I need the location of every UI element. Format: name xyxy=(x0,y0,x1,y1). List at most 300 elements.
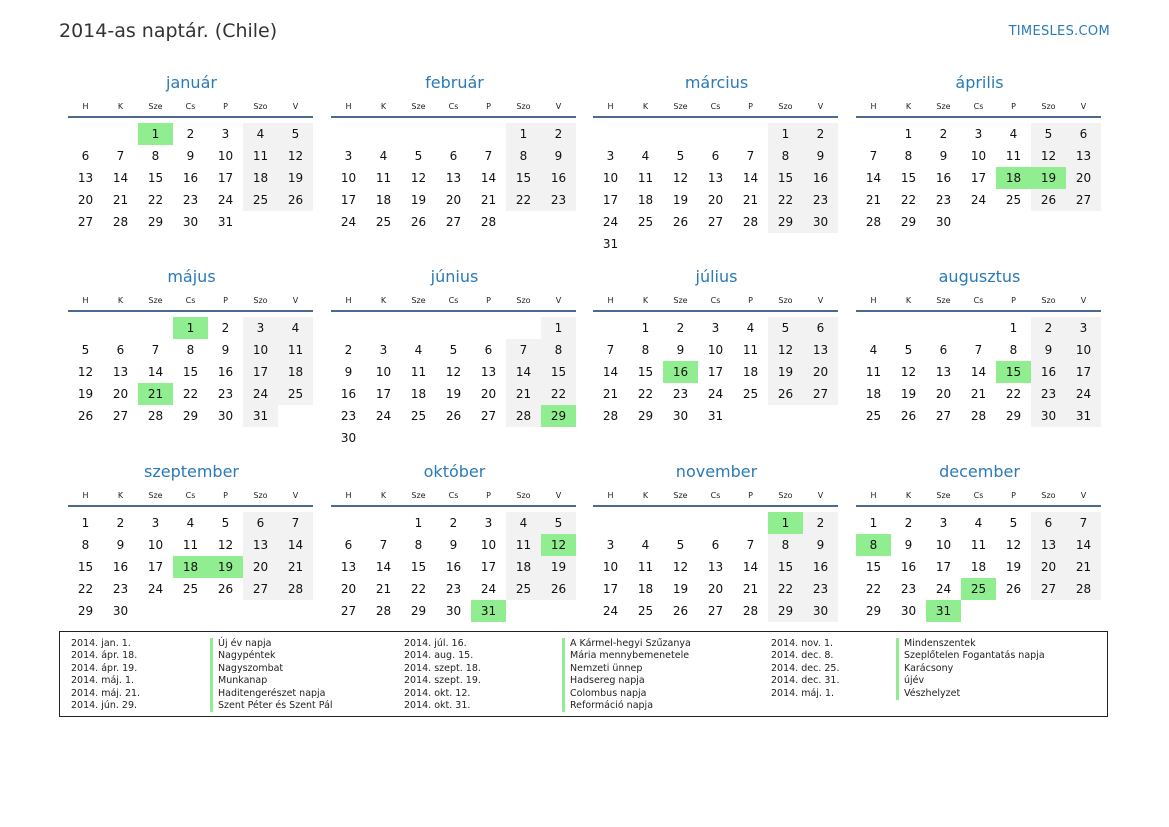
day-cell: 1 xyxy=(541,317,576,339)
day-cell: 6 xyxy=(484,343,493,357)
month-name: november xyxy=(675,462,758,481)
day-cell: 11 xyxy=(375,171,392,185)
day-cell: 20 xyxy=(707,582,724,596)
day-cell: 28 xyxy=(278,578,313,600)
day-cell: 14 xyxy=(742,171,759,185)
day-cell: 2 xyxy=(186,127,195,141)
weekday-label: V xyxy=(292,295,299,305)
day-cell: 26 xyxy=(77,409,94,423)
day-cell: 22 xyxy=(768,189,803,211)
day-cell: 21 xyxy=(506,383,541,405)
day-cell: 8 xyxy=(81,538,90,552)
empty-cell xyxy=(506,317,541,339)
day-cell: 14 xyxy=(278,534,313,556)
legend-holiday-name: Nagyszombat xyxy=(210,663,333,675)
day-cell: 8 xyxy=(768,145,803,167)
day-cell: 23 xyxy=(672,387,689,401)
day-cell: 16 xyxy=(217,365,234,379)
weekday-label: V xyxy=(555,295,562,305)
legend-names-column xyxy=(210,638,333,712)
day-cell: 18 xyxy=(506,556,541,578)
day-cell: 5 xyxy=(1009,516,1018,530)
day-cell: 10 xyxy=(375,365,392,379)
day-cell: 3 xyxy=(939,516,948,530)
day-cell: 28 xyxy=(147,409,164,423)
day-cell: 9 xyxy=(803,534,838,556)
day-cell: 28 xyxy=(1066,578,1101,600)
day-cell: 24 xyxy=(217,193,234,207)
day-cell: 9 xyxy=(676,343,685,357)
weekday-label: P xyxy=(486,295,491,305)
week-row xyxy=(68,123,313,145)
day-cell: 28 xyxy=(480,215,497,229)
empty-cell xyxy=(663,123,698,145)
day-cell: 19 xyxy=(1005,560,1022,574)
empty-cell xyxy=(506,600,541,622)
day-cell: 21 xyxy=(1066,556,1101,578)
empty-cell xyxy=(961,211,996,233)
day-cell: 7 xyxy=(606,343,615,357)
day-cell: 10 xyxy=(217,149,234,163)
weekday-label: Szo xyxy=(253,101,268,111)
day-cell: 14 xyxy=(375,560,392,574)
weekday-label: H xyxy=(870,101,877,111)
day-cell: 21 xyxy=(480,193,497,207)
brand-link[interactable]: TIMESLES.COM xyxy=(1008,24,1110,39)
week-row xyxy=(331,317,576,339)
day-cell: 6 xyxy=(1066,123,1101,145)
legend-date: 2014. okt. 31. xyxy=(404,700,471,712)
day-cell: 25 xyxy=(243,189,278,211)
day-cell: 9 xyxy=(186,149,195,163)
day-cell: 18 xyxy=(243,167,278,189)
day-cell: 26 xyxy=(768,383,803,405)
day-cell: 17 xyxy=(935,560,952,574)
weekday-label: Cs xyxy=(448,490,459,500)
day-cell: 10 xyxy=(935,538,952,552)
weekday-label: V xyxy=(1080,295,1087,305)
day-cell: 21 xyxy=(112,193,129,207)
month-10 xyxy=(331,461,576,622)
day-cell: 19 xyxy=(541,556,576,578)
empty-cell xyxy=(506,211,541,233)
day-cell: 3 xyxy=(344,149,353,163)
day-cell: 28 xyxy=(742,215,759,229)
month-name: május xyxy=(167,267,216,286)
day-cell: 11 xyxy=(410,365,427,379)
weekday-label: H xyxy=(870,490,877,500)
weekday-label: Sze xyxy=(936,490,951,500)
day-cell: 30 xyxy=(182,215,199,229)
weekday-label: K xyxy=(117,490,124,500)
legend-date: 2014. dec. 31. xyxy=(771,675,840,687)
day-cell: 19 xyxy=(410,193,427,207)
day-cell: 19 xyxy=(768,361,803,383)
legend-date: 2014. dec. 25. xyxy=(771,662,840,674)
week-row xyxy=(856,556,1101,578)
week-row xyxy=(331,361,576,383)
weekday-label: Sze xyxy=(673,295,688,305)
week-row xyxy=(331,123,576,145)
weekday-label: P xyxy=(223,101,228,111)
day-cell: 24 xyxy=(602,215,619,229)
day-cell: 14 xyxy=(865,171,882,185)
day-cell: 15 xyxy=(768,556,803,578)
day-cell: 9 xyxy=(449,538,458,552)
day-cell: 10 xyxy=(340,171,357,185)
empty-cell xyxy=(593,512,628,534)
weekday-label: Szo xyxy=(778,490,793,500)
day-cell: 5 xyxy=(768,317,803,339)
day-cell: 7 xyxy=(484,149,493,163)
day-cell: 28 xyxy=(742,604,759,618)
legend-date: 2014. jún. 29. xyxy=(71,700,138,712)
week-row xyxy=(593,578,838,600)
weekday-label: V xyxy=(817,295,824,305)
week-row xyxy=(856,512,1101,534)
day-cell: 30 xyxy=(445,604,462,618)
day-cell: 13 xyxy=(480,365,497,379)
weekday-header xyxy=(593,96,838,118)
day-cell: 25 xyxy=(1005,193,1022,207)
empty-cell xyxy=(138,600,173,622)
day-cell: 24 xyxy=(480,582,497,596)
day-cell: 17 xyxy=(243,361,278,383)
empty-cell xyxy=(768,233,803,255)
day-cell: 12 xyxy=(541,534,576,556)
weekday-label: Sze xyxy=(673,490,688,500)
day-cell: 11 xyxy=(970,538,987,552)
week-row xyxy=(68,317,313,339)
day-cell: 5 xyxy=(449,343,458,357)
legend-dates-column xyxy=(404,638,481,712)
weekday-label: Sze xyxy=(411,101,426,111)
day-cell: 7 xyxy=(278,512,313,534)
day-cell: 14 xyxy=(602,365,619,379)
legend-dates-column xyxy=(771,638,839,700)
day-cell: 4 xyxy=(379,149,388,163)
week-row xyxy=(331,578,576,600)
day-cell: 25 xyxy=(375,215,392,229)
month-name: augusztus xyxy=(938,267,1021,286)
week-row xyxy=(593,405,838,427)
day-cell: 23 xyxy=(935,193,952,207)
empty-cell xyxy=(698,233,733,255)
day-cell: 31 xyxy=(1066,405,1101,427)
month-name: szeptember xyxy=(143,462,239,481)
day-cell: 22 xyxy=(410,582,427,596)
day-cell: 16 xyxy=(935,171,952,185)
day-cell: 12 xyxy=(278,145,313,167)
day-cell: 26 xyxy=(541,578,576,600)
weekday-label: Cs xyxy=(710,490,721,500)
empty-cell xyxy=(68,123,103,145)
week-row xyxy=(331,600,576,622)
empty-cell xyxy=(996,211,1031,233)
weekday-label: P xyxy=(223,295,228,305)
day-cell: 8 xyxy=(904,149,913,163)
month-11 xyxy=(593,461,838,622)
day-cell: 27 xyxy=(340,604,357,618)
day-cell: 27 xyxy=(112,409,129,423)
day-cell: 4 xyxy=(186,516,195,530)
day-cell: 1 xyxy=(81,516,90,530)
week-row xyxy=(593,534,838,556)
day-cell: 26 xyxy=(217,582,234,596)
day-cell: 16 xyxy=(445,560,462,574)
day-cell: 22 xyxy=(865,582,882,596)
day-cell: 1 xyxy=(1009,321,1018,335)
day-cell: 20 xyxy=(480,387,497,401)
day-cell: 7 xyxy=(151,343,160,357)
weekday-label: Sze xyxy=(148,101,163,111)
month-name: január xyxy=(166,73,217,92)
weekday-label: Szo xyxy=(778,101,793,111)
weekday-label: V xyxy=(1080,490,1087,500)
day-cell: 22 xyxy=(768,578,803,600)
day-cell: 7 xyxy=(746,149,755,163)
weekday-label: Szo xyxy=(516,101,531,111)
day-cell: 13 xyxy=(112,365,129,379)
day-cell: 4 xyxy=(506,512,541,534)
weekday-header xyxy=(68,290,313,312)
week-row xyxy=(68,211,313,233)
day-cell: 8 xyxy=(541,339,576,361)
weekday-label: Sze xyxy=(936,101,951,111)
day-cell: 19 xyxy=(445,387,462,401)
day-cell: 17 xyxy=(1066,361,1101,383)
day-cell: 21 xyxy=(865,193,882,207)
day-cell: 19 xyxy=(672,193,689,207)
day-cell: 13 xyxy=(707,171,724,185)
weekday-header xyxy=(856,96,1101,118)
day-cell: 19 xyxy=(672,582,689,596)
legend-holiday-name: Munkanap xyxy=(210,675,333,687)
month-3 xyxy=(593,72,838,255)
day-cell: 18 xyxy=(742,365,759,379)
day-cell: 5 xyxy=(1031,123,1066,145)
week-row xyxy=(856,361,1101,383)
day-cell: 28 xyxy=(865,215,882,229)
day-cell: 19 xyxy=(900,387,917,401)
day-cell: 2 xyxy=(116,516,125,530)
weekday-label: K xyxy=(642,101,649,111)
day-cell: 12 xyxy=(672,560,689,574)
day-cell: 6 xyxy=(243,512,278,534)
day-cell: 23 xyxy=(112,582,129,596)
weekday-label: H xyxy=(345,295,352,305)
day-cell: 3 xyxy=(606,149,615,163)
week-row xyxy=(68,578,313,600)
day-cell: 27 xyxy=(445,215,462,229)
day-cell: 8 xyxy=(768,534,803,556)
empty-cell xyxy=(401,427,436,449)
weekday-label: V xyxy=(555,490,562,500)
week-row xyxy=(331,167,576,189)
day-cell: 9 xyxy=(803,145,838,167)
day-cell: 18 xyxy=(637,582,654,596)
day-cell: 20 xyxy=(112,387,129,401)
weekday-label: V xyxy=(817,490,824,500)
day-cell: 22 xyxy=(182,387,199,401)
day-cell: 6 xyxy=(1031,512,1066,534)
legend-date: 2014. szept. 19. xyxy=(404,675,481,687)
week-row xyxy=(331,339,576,361)
day-cell: 11 xyxy=(243,145,278,167)
weekday-label: Szo xyxy=(516,490,531,500)
day-cell: 14 xyxy=(147,365,164,379)
weekday-label: H xyxy=(82,295,89,305)
day-cell: 10 xyxy=(707,343,724,357)
weekday-label: Cs xyxy=(448,295,459,305)
day-cell: 27 xyxy=(707,215,724,229)
day-cell: 30 xyxy=(112,604,129,618)
day-cell: 5 xyxy=(414,149,423,163)
day-cell: 21 xyxy=(970,387,987,401)
day-cell: 17 xyxy=(147,560,164,574)
day-cell: 26 xyxy=(410,215,427,229)
day-cell: 10 xyxy=(147,538,164,552)
day-cell: 30 xyxy=(803,211,838,233)
week-row xyxy=(856,123,1101,145)
day-cell: 30 xyxy=(900,604,917,618)
day-cell: 2 xyxy=(803,512,838,534)
week-row xyxy=(331,427,576,449)
weekday-label: P xyxy=(1011,101,1016,111)
day-cell: 10 xyxy=(970,149,987,163)
day-cell: 8 xyxy=(856,534,891,556)
legend-date: 2014. jan. 1. xyxy=(71,638,131,649)
day-cell: 18 xyxy=(375,193,392,207)
weekday-label: H xyxy=(607,101,614,111)
month-8 xyxy=(856,266,1101,427)
day-cell: 13 xyxy=(340,560,357,574)
empty-cell xyxy=(401,123,436,145)
day-cell: 20 xyxy=(707,193,724,207)
legend-dates-column xyxy=(71,638,140,712)
day-cell: 16 xyxy=(900,560,917,574)
weekday-label: Cs xyxy=(973,295,984,305)
day-cell: 11 xyxy=(506,534,541,556)
day-cell: 13 xyxy=(803,339,838,361)
day-cell: 19 xyxy=(208,556,243,578)
day-cell: 6 xyxy=(939,343,948,357)
day-cell: 22 xyxy=(541,383,576,405)
day-cell: 18 xyxy=(410,387,427,401)
legend-holiday-name: Vészhelyzet xyxy=(896,688,1045,700)
empty-cell xyxy=(628,512,663,534)
weekday-label: K xyxy=(117,101,124,111)
day-cell: 6 xyxy=(344,538,353,552)
week-row xyxy=(331,534,576,556)
day-cell: 26 xyxy=(1031,189,1066,211)
day-cell: 12 xyxy=(217,538,234,552)
month-name: március xyxy=(684,73,749,92)
empty-cell xyxy=(103,317,138,339)
day-cell: 5 xyxy=(541,512,576,534)
day-cell: 29 xyxy=(1005,409,1022,423)
day-cell: 27 xyxy=(803,383,838,405)
legend-holiday-name: Haditengerészet napja xyxy=(210,688,333,700)
day-cell: 2 xyxy=(449,516,458,530)
weekday-label: V xyxy=(1080,101,1087,111)
day-cell: 21 xyxy=(602,387,619,401)
weekday-label: Cs xyxy=(185,490,196,500)
legend-date: 2014. nov. 1. xyxy=(771,638,834,649)
empty-cell xyxy=(1031,211,1066,233)
day-cell: 14 xyxy=(970,365,987,379)
legend-holiday-name: Szent Péter és Szent Pál xyxy=(210,700,333,712)
day-cell: 3 xyxy=(606,538,615,552)
day-cell: 15 xyxy=(996,361,1031,383)
day-cell: 14 xyxy=(506,361,541,383)
week-row xyxy=(68,534,313,556)
day-cell: 20 xyxy=(1066,167,1101,189)
empty-cell xyxy=(733,512,768,534)
day-cell: 14 xyxy=(112,171,129,185)
day-cell: 24 xyxy=(935,582,952,596)
empty-cell xyxy=(471,123,506,145)
weekday-header xyxy=(68,96,313,118)
legend-date: 2014. júl. 16. xyxy=(404,638,467,649)
empty-cell xyxy=(961,317,996,339)
day-cell: 24 xyxy=(375,409,392,423)
weekday-label: Szo xyxy=(253,295,268,305)
legend-holiday-name: Szeplőtelen Fogantatás napja xyxy=(896,650,1045,662)
empty-cell xyxy=(541,600,576,622)
day-cell: 18 xyxy=(173,556,208,578)
day-cell: 25 xyxy=(182,582,199,596)
day-cell: 29 xyxy=(147,215,164,229)
day-cell: 2 xyxy=(939,127,948,141)
empty-cell xyxy=(663,512,698,534)
day-cell: 29 xyxy=(410,604,427,618)
day-cell: 27 xyxy=(707,604,724,618)
day-cell: 27 xyxy=(243,578,278,600)
day-cell: 1 xyxy=(138,123,173,145)
day-cell: 27 xyxy=(480,409,497,423)
day-cell: 2 xyxy=(803,123,838,145)
legend-holiday-name: Új év napja xyxy=(210,638,333,650)
day-cell: 23 xyxy=(445,582,462,596)
day-cell: 13 xyxy=(1066,145,1101,167)
day-cell: 7 xyxy=(1066,512,1101,534)
empty-cell xyxy=(733,233,768,255)
empty-cell xyxy=(278,405,313,427)
empty-cell xyxy=(506,427,541,449)
day-cell: 23 xyxy=(340,409,357,423)
day-cell: 15 xyxy=(541,361,576,383)
day-cell: 27 xyxy=(1031,578,1066,600)
day-cell: 13 xyxy=(445,171,462,185)
week-row xyxy=(856,534,1101,556)
weekday-label: V xyxy=(555,101,562,111)
day-cell: 12 xyxy=(1031,145,1066,167)
week-row xyxy=(593,512,838,534)
legend-date: 2014. szept. 18. xyxy=(404,662,481,674)
day-cell: 15 xyxy=(147,171,164,185)
day-cell: 30 xyxy=(935,215,952,229)
empty-cell xyxy=(278,211,313,233)
weekday-label: Sze xyxy=(411,490,426,500)
empty-cell xyxy=(803,405,838,427)
day-cell: 26 xyxy=(1005,582,1022,596)
day-cell: 12 xyxy=(672,171,689,185)
day-cell: 26 xyxy=(672,215,689,229)
legend-holiday-name: Mindenszentek xyxy=(896,638,1045,650)
day-cell: 25 xyxy=(961,578,996,600)
weekday-label: K xyxy=(380,295,387,305)
